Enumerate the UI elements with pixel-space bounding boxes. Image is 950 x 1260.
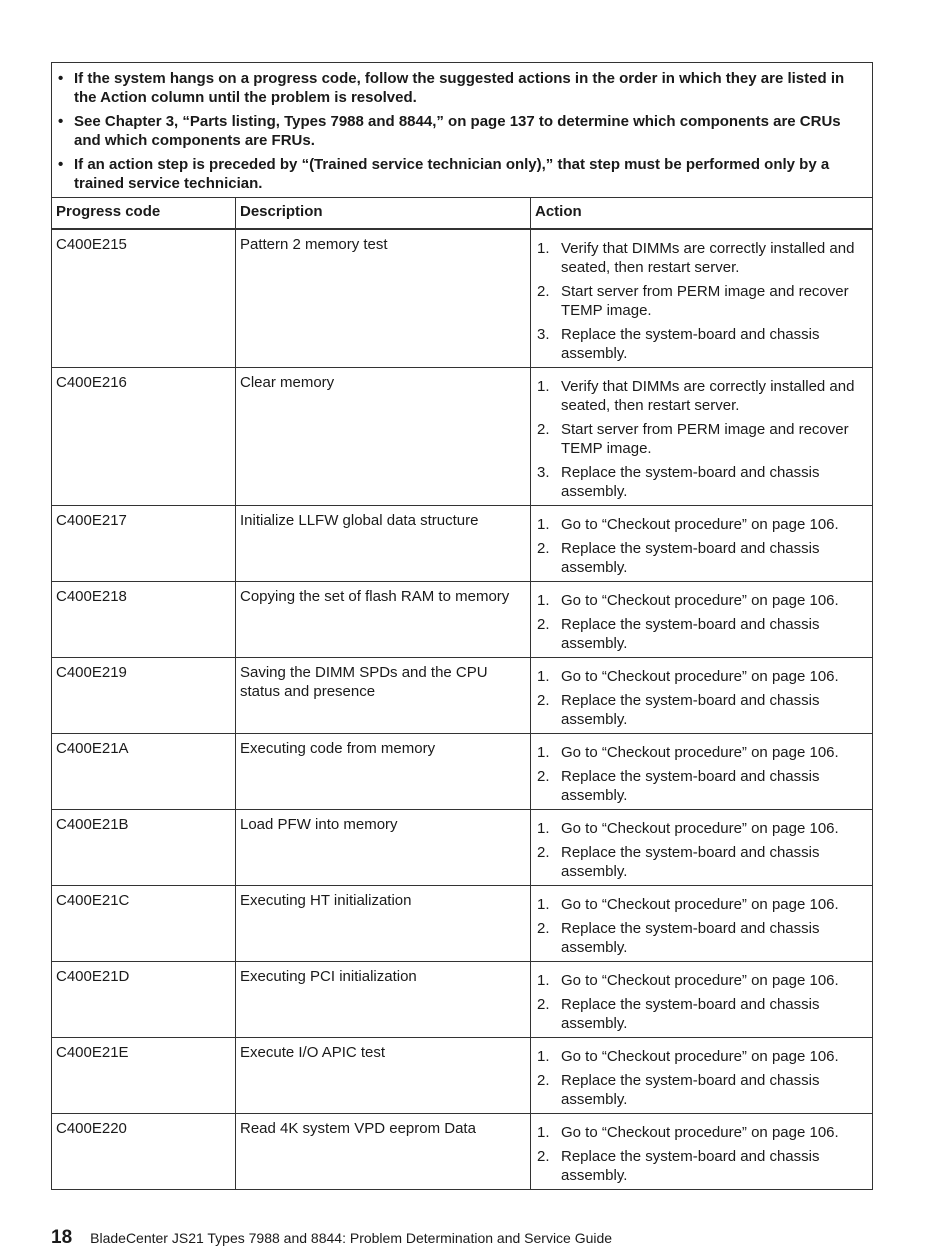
step-number: 1. <box>537 820 550 837</box>
description-cell: Clear memory <box>236 368 531 506</box>
bullet-icon: • <box>58 156 64 173</box>
progress-code-table <box>51 62 873 1190</box>
step-text: Verify that DIMMs are correctly installed and seated, then restart server. <box>561 240 855 276</box>
step-number: 1. <box>537 240 550 257</box>
action-cell <box>531 368 873 506</box>
column-header-progress-code: Progress code <box>52 198 236 230</box>
action-cell <box>531 962 873 1038</box>
step-text: Verify that DIMMs are correctly installed and seated, then restart server. <box>561 378 855 414</box>
table-row <box>52 229 873 368</box>
table-row <box>52 506 873 582</box>
page-number: 18 <box>51 1227 73 1248</box>
step-text: Replace the system-board and chassis assembly. <box>561 844 820 880</box>
description-cell: Execute I/O APIC test <box>236 1038 531 1114</box>
table-row <box>52 368 873 506</box>
action-cell <box>531 810 873 886</box>
step-number: 2. <box>537 283 550 300</box>
action-step <box>535 515 868 534</box>
step-text: Start server from PERM image and recover TEMP image. <box>561 421 849 457</box>
action-cell <box>531 506 873 582</box>
description-cell: Initialize LLFW global data structure <box>236 506 531 582</box>
description-cell: Read 4K system VPD eeprom Data <box>236 1114 531 1190</box>
step-number: 1. <box>537 744 550 761</box>
page-footer <box>51 1227 612 1249</box>
step-text: Replace the system-board and chassis assembly. <box>561 616 820 652</box>
progress-code-cell: C400E21A <box>52 734 236 810</box>
step-number: 2. <box>537 920 550 937</box>
table-row <box>52 1114 873 1190</box>
action-step <box>535 1123 868 1142</box>
progress-code-cell: C400E21D <box>52 962 236 1038</box>
bullet-icon: • <box>58 70 64 87</box>
note-text: If the system hangs on a progress code, follow the suggested actions in the order in which they are listed in the Action column until the problem is resolved. <box>74 70 845 106</box>
column-header-description: Description <box>236 198 531 230</box>
description-cell: Executing PCI initialization <box>236 962 531 1038</box>
action-step <box>535 971 868 990</box>
action-cell <box>531 229 873 368</box>
action-cell <box>531 582 873 658</box>
step-number: 2. <box>537 421 550 438</box>
step-text: Replace the system-board and chassis assembly. <box>561 920 820 956</box>
step-number: 1. <box>537 972 550 989</box>
action-step <box>535 743 868 762</box>
step-text: Go to “Checkout procedure” on page 106. <box>561 668 839 685</box>
action-step <box>535 995 868 1033</box>
step-number: 1. <box>537 668 550 685</box>
action-step <box>535 843 868 881</box>
action-step <box>535 895 868 914</box>
description-cell: Pattern 2 memory test <box>236 229 531 368</box>
step-text: Replace the system-board and chassis assembly. <box>561 692 820 728</box>
step-number: 1. <box>537 1048 550 1065</box>
step-text: Go to “Checkout procedure” on page 106. <box>561 1124 839 1141</box>
step-number: 1. <box>537 516 550 533</box>
bullet-icon: • <box>58 113 64 130</box>
action-step <box>535 919 868 957</box>
action-step <box>535 691 868 729</box>
step-text: Replace the system-board and chassis assembly. <box>561 1148 820 1184</box>
note-item <box>56 112 864 150</box>
description-cell: Executing HT initialization <box>236 886 531 962</box>
progress-code-cell: C400E216 <box>52 368 236 506</box>
step-text: Go to “Checkout procedure” on page 106. <box>561 820 839 837</box>
action-step <box>535 325 868 363</box>
step-number: 2. <box>537 540 550 557</box>
progress-code-cell: C400E219 <box>52 658 236 734</box>
description-cell: Load PFW into memory <box>236 810 531 886</box>
description-cell: Copying the set of flash RAM to memory <box>236 582 531 658</box>
action-step <box>535 1071 868 1109</box>
step-text: Replace the system-board and chassis assembly. <box>561 540 820 576</box>
table-row <box>52 962 873 1038</box>
step-number: 2. <box>537 768 550 785</box>
table-row <box>52 658 873 734</box>
action-step <box>535 767 868 805</box>
action-cell <box>531 886 873 962</box>
step-text: Replace the system-board and chassis assembly. <box>561 326 820 362</box>
description-cell: Saving the DIMM SPDs and the CPU status and presence <box>236 658 531 734</box>
action-step <box>535 667 868 686</box>
step-text: Replace the system-board and chassis assembly. <box>561 464 820 500</box>
progress-code-cell: C400E220 <box>52 1114 236 1190</box>
step-number: 2. <box>537 844 550 861</box>
step-text: Go to “Checkout procedure” on page 106. <box>561 1048 839 1065</box>
step-number: 1. <box>537 896 550 913</box>
action-step <box>535 282 868 320</box>
step-text: Go to “Checkout procedure” on page 106. <box>561 516 839 533</box>
action-step <box>535 239 868 277</box>
step-text: Go to “Checkout procedure” on page 106. <box>561 744 839 761</box>
action-step <box>535 420 868 458</box>
progress-code-cell: C400E217 <box>52 506 236 582</box>
action-cell <box>531 734 873 810</box>
action-step <box>535 539 868 577</box>
step-number: 2. <box>537 692 550 709</box>
step-text: Start server from PERM image and recover TEMP image. <box>561 283 849 319</box>
action-step <box>535 591 868 610</box>
progress-code-cell: C400E215 <box>52 229 236 368</box>
step-number: 2. <box>537 616 550 633</box>
step-text: Replace the system-board and chassis assembly. <box>561 996 820 1032</box>
step-text: Go to “Checkout procedure” on page 106. <box>561 896 839 913</box>
step-text: Replace the system-board and chassis assembly. <box>561 768 820 804</box>
note-text: See Chapter 3, “Parts listing, Types 7988 and 8844,” on page 137 to determine which components are CRUs and which components are FRUs. <box>74 113 841 149</box>
note-text: If an action step is preceded by “(Trained service technician only),” that step must be performed only by a trained service technician. <box>74 156 830 192</box>
action-cell <box>531 658 873 734</box>
table-row <box>52 810 873 886</box>
notes-row <box>52 63 873 198</box>
step-number: 3. <box>537 326 550 343</box>
step-number: 2. <box>537 1072 550 1089</box>
step-text: Go to “Checkout procedure” on page 106. <box>561 972 839 989</box>
action-step <box>535 377 868 415</box>
action-step <box>535 615 868 653</box>
progress-code-cell: C400E21E <box>52 1038 236 1114</box>
step-number: 2. <box>537 996 550 1013</box>
action-cell <box>531 1038 873 1114</box>
notes-box <box>52 63 873 198</box>
step-number: 1. <box>537 592 550 609</box>
note-item <box>56 69 864 107</box>
step-number: 1. <box>537 378 550 395</box>
table-row <box>52 1038 873 1114</box>
action-step <box>535 1147 868 1185</box>
action-step <box>535 1047 868 1066</box>
note-item <box>56 155 864 193</box>
action-step <box>535 819 868 838</box>
description-cell: Executing code from memory <box>236 734 531 810</box>
table-row <box>52 886 873 962</box>
step-number: 3. <box>537 464 550 481</box>
progress-code-cell: C400E21C <box>52 886 236 962</box>
step-number: 1. <box>537 1124 550 1141</box>
action-cell <box>531 1114 873 1190</box>
document-title: BladeCenter JS21 Types 7988 and 8844: Problem Determination and Service Guide <box>90 1230 613 1246</box>
progress-code-cell: C400E21B <box>52 810 236 886</box>
action-step <box>535 463 868 501</box>
header-row <box>52 198 873 230</box>
column-header-action: Action <box>531 198 873 230</box>
step-number: 2. <box>537 1148 550 1165</box>
step-text: Replace the system-board and chassis assembly. <box>561 1072 820 1108</box>
progress-code-cell: C400E218 <box>52 582 236 658</box>
table-row <box>52 582 873 658</box>
table-row <box>52 734 873 810</box>
step-text: Go to “Checkout procedure” on page 106. <box>561 592 839 609</box>
